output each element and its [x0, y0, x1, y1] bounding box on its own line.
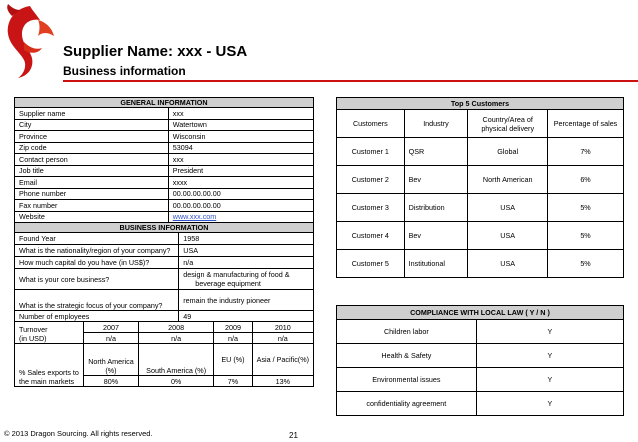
capital-question: How much capital do you have (in US$)?: [15, 257, 179, 269]
row-value: 00.00.00.00.00: [168, 200, 313, 212]
row-value: xxx: [168, 154, 313, 166]
region-eu: EU (%): [214, 344, 252, 376]
customer-name: Customer 2: [337, 166, 405, 194]
region-asia-pacific: Asia / Pacific(%): [252, 344, 313, 376]
strategic-focus-question: What is the strategic focus of your company?: [15, 290, 179, 311]
region-north-america-line-1: North America: [88, 357, 134, 366]
turnover-label: [15, 322, 84, 344]
turnover-label-line-1: Turnover: [19, 325, 48, 334]
column-header: Industry: [404, 110, 468, 138]
compliance-heading: COMPLIANCE WITH LOCAL LAW ( Y / N ): [337, 306, 624, 320]
row-value: 53094: [168, 142, 313, 154]
general-information-table: [14, 97, 314, 387]
row-value: Watertown: [168, 119, 313, 131]
customer-industry: Bev: [404, 222, 468, 250]
customer-name: Customer 4: [337, 222, 405, 250]
table-row: [337, 320, 624, 344]
nationality-answer: USA: [179, 245, 314, 257]
row-value: xxx: [168, 108, 313, 120]
region-south-america: South America (%): [139, 344, 214, 376]
table-row: [337, 368, 624, 392]
core-business-line-1: design & manufacturing of food &: [183, 270, 290, 279]
customer-percentage: 5%: [548, 194, 624, 222]
compliance-value: Y: [476, 320, 623, 344]
employees-label: Number of employees: [15, 311, 179, 322]
capital-answer: n/a: [179, 257, 314, 269]
region-north-america-line-2: (%): [105, 366, 117, 375]
table-row: [337, 392, 624, 416]
customer-percentage: 6%: [548, 166, 624, 194]
row-label: Province: [15, 131, 169, 143]
compliance-label: Children labor: [337, 320, 477, 344]
customer-country: North American: [468, 166, 548, 194]
compliance-label: Environmental issues: [337, 368, 477, 392]
turnover-value: n/a: [139, 333, 214, 344]
column-header: [468, 110, 548, 138]
column-header: Customers: [337, 110, 405, 138]
compliance-table: [336, 305, 624, 416]
column-header-line-2: physical delivery: [481, 123, 535, 133]
turnover-year: 2009: [214, 322, 252, 333]
turnover-year: 2010: [252, 322, 313, 333]
found-year-label: Found Year: [15, 233, 179, 245]
compliance-label: confidentiality agreement: [337, 392, 477, 416]
turnover-year: 2008: [139, 322, 214, 333]
customer-industry: Bev: [404, 166, 468, 194]
page-title: Supplier Name: xxx - USA: [63, 43, 248, 60]
customer-country: USA: [468, 250, 548, 278]
table-row: [337, 194, 624, 222]
row-label: Contact person: [15, 154, 169, 166]
core-business-question: What is your core business?: [15, 269, 179, 290]
turnover-year: 2007: [83, 322, 138, 333]
strategic-focus-answer: remain the industry pioneer: [179, 290, 314, 311]
column-header: Percentage of sales: [548, 110, 624, 138]
sales-value: 80%: [83, 376, 138, 387]
general-heading: GENERAL INFORMATION: [15, 98, 314, 108]
core-business-answer: [179, 269, 314, 290]
employees-value: 49: [179, 311, 314, 322]
customer-percentage: 5%: [548, 222, 624, 250]
sales-value: 0%: [139, 376, 214, 387]
nationality-question: What is the nationality/region of your company?: [15, 245, 179, 257]
business-heading: BUSINESS INFORMATION: [15, 223, 314, 233]
row-label: Email: [15, 177, 169, 189]
header-divider: [63, 80, 638, 82]
turnover-value: n/a: [83, 333, 138, 344]
table-row: [337, 344, 624, 368]
customer-country: Global: [468, 138, 548, 166]
region-north-america: [83, 344, 138, 376]
customer-percentage: 5%: [548, 250, 624, 278]
turnover-label-line-2: (in USD): [19, 334, 47, 343]
copyright-footer: © 2013 Dragon Sourcing. All rights reserved.: [4, 429, 153, 438]
turnover-value: n/a: [252, 333, 313, 344]
table-row: [337, 250, 624, 278]
row-label: Fax number: [15, 200, 169, 212]
compliance-value: Y: [476, 368, 623, 392]
top-customers-table: [336, 97, 624, 278]
row-value: President: [168, 165, 313, 177]
row-value: Wisconsin: [168, 131, 313, 143]
compliance-value: Y: [476, 392, 623, 416]
page-number: 21: [289, 431, 298, 440]
customer-name: Customer 1: [337, 138, 405, 166]
row-label: Phone number: [15, 188, 169, 200]
table-row: [337, 138, 624, 166]
page-subtitle: Business information: [63, 64, 186, 78]
dragon-logo-icon: [2, 2, 58, 82]
row-label: Website: [15, 211, 169, 223]
table-row: [337, 166, 624, 194]
core-business-line-2: beverage equipment: [195, 279, 261, 288]
column-header-line-1: Country/Area of: [482, 114, 533, 124]
found-year-value: 1958: [179, 233, 314, 245]
sales-exports-label-line-1: % Sales exports to: [19, 368, 79, 377]
row-label: City: [15, 119, 169, 131]
customer-percentage: 7%: [548, 138, 624, 166]
customer-industry: Distribution: [404, 194, 468, 222]
sales-exports-label-line-2: the main markets: [19, 377, 75, 386]
sales-value: 7%: [214, 376, 252, 387]
customer-name: Customer 3: [337, 194, 405, 222]
row-label: Supplier name: [15, 108, 169, 120]
customer-industry: QSR: [404, 138, 468, 166]
top-customers-heading: Top 5 Customers: [337, 98, 624, 110]
sales-exports-label: [15, 344, 84, 387]
turnover-value: n/a: [214, 333, 252, 344]
row-value: 00.00.00.00.00: [168, 188, 313, 200]
customer-country: USA: [468, 194, 548, 222]
compliance-value: Y: [476, 344, 623, 368]
header: [63, 43, 247, 79]
row-label: Job title: [15, 165, 169, 177]
table-row: [337, 222, 624, 250]
row-value: xxxx: [168, 177, 313, 189]
row-label: Zip code: [15, 142, 169, 154]
customer-industry: Institutional: [404, 250, 468, 278]
website-link[interactable]: www.xxx.com: [168, 211, 313, 223]
compliance-label: Health & Safety: [337, 344, 477, 368]
customer-name: Customer 5: [337, 250, 405, 278]
sales-value: 13%: [252, 376, 313, 387]
customer-country: USA: [468, 222, 548, 250]
